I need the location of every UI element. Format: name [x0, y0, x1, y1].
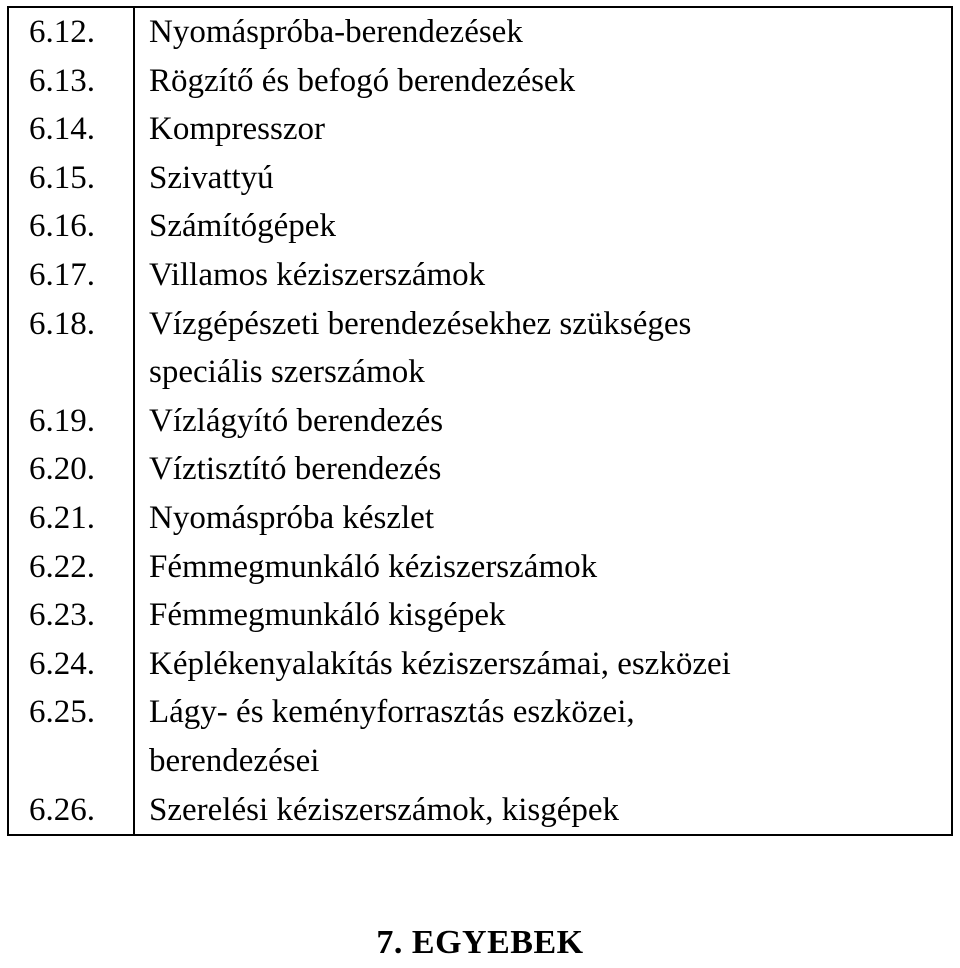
table-row	[8, 445, 952, 494]
row-label: Szivattyú	[134, 154, 952, 203]
row-number: 6.13.	[8, 57, 134, 106]
row-number: 6.20.	[8, 445, 134, 494]
row-number: 6.14.	[8, 105, 134, 154]
table-row	[8, 251, 952, 300]
row-number: 6.26.	[8, 786, 134, 836]
row-label: Fémmegmunkáló kéziszerszámok	[134, 543, 952, 592]
row-number: 6.18.	[8, 300, 134, 397]
row-label: Kompresszor	[134, 105, 952, 154]
row-label	[134, 300, 952, 397]
row-label-line-2: berendezései	[149, 742, 320, 779]
row-label: Képlékenyalakítás kéziszerszámai, eszközei	[134, 640, 952, 689]
row-label: Vízlágyító berendezés	[134, 397, 952, 446]
row-number: 6.16.	[8, 202, 134, 251]
row-number: 6.24.	[8, 640, 134, 689]
row-label	[134, 688, 952, 785]
row-label: Nyomáspróba-berendezések	[134, 7, 952, 57]
row-label: Szerelési kéziszerszámok, kisgépek	[134, 786, 952, 836]
row-label-line-1: Vízgépészeti berendezésekhez szükséges	[149, 305, 692, 342]
table-row	[8, 397, 952, 446]
table-row	[8, 591, 952, 640]
table-row	[8, 154, 952, 203]
table-row	[8, 494, 952, 543]
row-label-line-1: Lágy- és keményforrasztás eszközei,	[149, 694, 635, 731]
row-label: Nyomáspróba készlet	[134, 494, 952, 543]
row-number: 6.12.	[8, 7, 134, 57]
row-number: 6.17.	[8, 251, 134, 300]
row-number: 6.25.	[8, 688, 134, 785]
table-row	[8, 543, 952, 592]
row-label: Víztisztító berendezés	[134, 445, 952, 494]
table-row	[8, 300, 952, 397]
table-row	[8, 105, 952, 154]
table-row	[8, 786, 952, 836]
row-label: Fémmegmunkáló kisgépek	[134, 591, 952, 640]
row-label: Villamos kéziszerszámok	[134, 251, 952, 300]
table-row	[8, 57, 952, 106]
table-row	[8, 688, 952, 785]
row-number: 6.15.	[8, 154, 134, 203]
row-number: 6.19.	[8, 397, 134, 446]
section-heading: 7. EGYEBEK	[376, 924, 584, 961]
row-label-line-2: speciális szerszámok	[149, 354, 425, 391]
row-number: 6.22.	[8, 543, 134, 592]
table-row	[8, 640, 952, 689]
table-row	[8, 7, 952, 57]
equipment-table	[7, 6, 953, 836]
row-number: 6.21.	[8, 494, 134, 543]
row-label: Számítógépek	[134, 202, 952, 251]
table-row	[8, 202, 952, 251]
row-label: Rögzítő és befogó berendezések	[134, 57, 952, 106]
row-number: 6.23.	[8, 591, 134, 640]
